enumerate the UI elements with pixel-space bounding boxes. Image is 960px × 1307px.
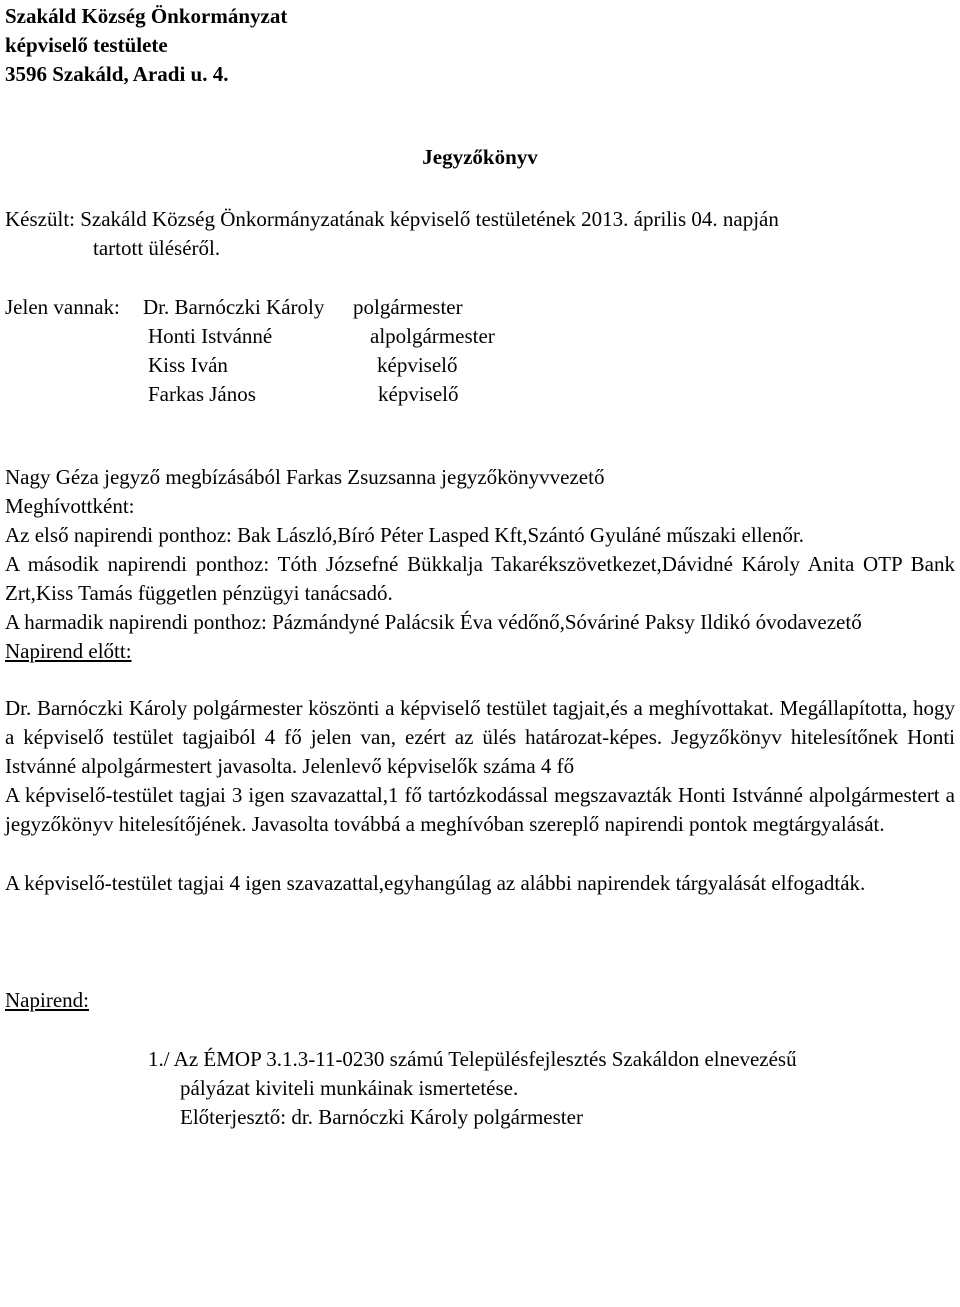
spacer <box>5 172 955 205</box>
invited-item-2: A második napirendi ponthoz: Tóth Józsefné Bükkalja Takarékszövetkezet,Dávidné Károly Anita OTP Bank Zrt,Kiss Tamás független pénzügyi tanácsadó. <box>5 552 955 605</box>
attendee-name: Kiss Iván <box>148 353 228 377</box>
letterhead-line-1: Szakáld Község Önkormányzat <box>5 4 288 28</box>
invited-item-1: Az első napirendi ponthoz: Bak László,Bíró Péter Lasped Kft,Szántó Gyuláné műszaki ellenőr. <box>5 523 804 547</box>
spacer <box>5 263 955 293</box>
spacer <box>5 839 955 869</box>
attendee-role: alpolgármester <box>370 324 495 348</box>
letterhead-line-2: képviselő testülete <box>5 33 168 57</box>
attendee-role: képviselő <box>377 353 458 377</box>
attendee-name: Dr. Barnóczki Károly <box>143 295 325 319</box>
attendee-role: polgármester <box>353 295 463 319</box>
agenda-item-title: 1./ Az ÉMOP 3.1.3-11-0230 számú Településfejlesztés Szakáldon elnevezésű <box>148 1047 797 1071</box>
invited-item-3: A harmadik napirendi ponthoz: Pázmándyné Palácsik Éva védőnő,Sóváriné Paksy Ildikó óvodavezető <box>5 610 862 634</box>
spacer <box>5 409 955 463</box>
attendee-name: Farkas János <box>148 382 256 406</box>
keszult-label: Készült: <box>5 207 75 231</box>
agenda-heading: Napirend: <box>5 988 89 1012</box>
letterhead-address: 3596 Szakáld, Aradi u. 4. <box>5 62 229 86</box>
keszult-text: Szakáld Község Önkormányzatának képviselő testületének 2013. április 04. napján <box>74 207 779 231</box>
pre-agenda-heading: Napirend előtt: <box>5 639 132 663</box>
keszult-section <box>5 205 955 263</box>
spacer <box>5 898 955 986</box>
spacer <box>5 1015 955 1045</box>
agenda-item-presenter: Előterjesztő: dr. Barnóczki Károly polgármester <box>180 1105 583 1129</box>
paragraph-vote-2: A képviselő-testület tagjai 4 igen szavazattal,egyhangúlag az alábbi napirendek tárgyalását elfogadták. <box>5 871 866 895</box>
attendees-list <box>5 293 955 409</box>
paragraph-opening: Dr. Barnóczki Károly polgármester köszönti a képviselő testület tagjait,és a meghívottakat. Megállapította, hogy a képviselő testület tagjaiból 4 fő jelen van, ezért az ülés határozat-képes. Jegyzőkönyv hitelesítőnek Honti Istvánné alpolgármestert javasolta. Jelenlevő képviselők száma 4 fő <box>5 696 955 778</box>
attendee-name: Honti Istvánné <box>148 324 273 348</box>
document-page <box>5 2 955 1132</box>
jelen-label: Jelen vannak: <box>5 295 120 319</box>
spacer <box>5 666 955 694</box>
paragraph-vote-1: A képviselő-testület tagjai 3 igen szavazattal,1 fő tartózkodással megszavazták Honti Istvánné alpolgármestert a jegyzőkönyv hitelesítőjének. Javasolta továbbá a meghívóban szereplő napirendi pontok megtárgyalását. <box>5 783 955 836</box>
attendee-role: képviselő <box>378 382 459 406</box>
letterhead <box>5 2 955 89</box>
minutes-taker: Nagy Géza jegyző megbízásából Farkas Zsuzsanna jegyzőkönyvvezető <box>5 465 605 489</box>
keszult-text-cont: tartott üléséről. <box>93 236 221 260</box>
agenda-item-1 <box>5 1045 955 1132</box>
document-title: Jegyzőkönyv <box>422 145 538 169</box>
invited-label: Meghívottként: <box>5 494 135 518</box>
agenda-item-title-cont: pályázat kiviteli munkáinak ismertetése. <box>180 1076 519 1100</box>
